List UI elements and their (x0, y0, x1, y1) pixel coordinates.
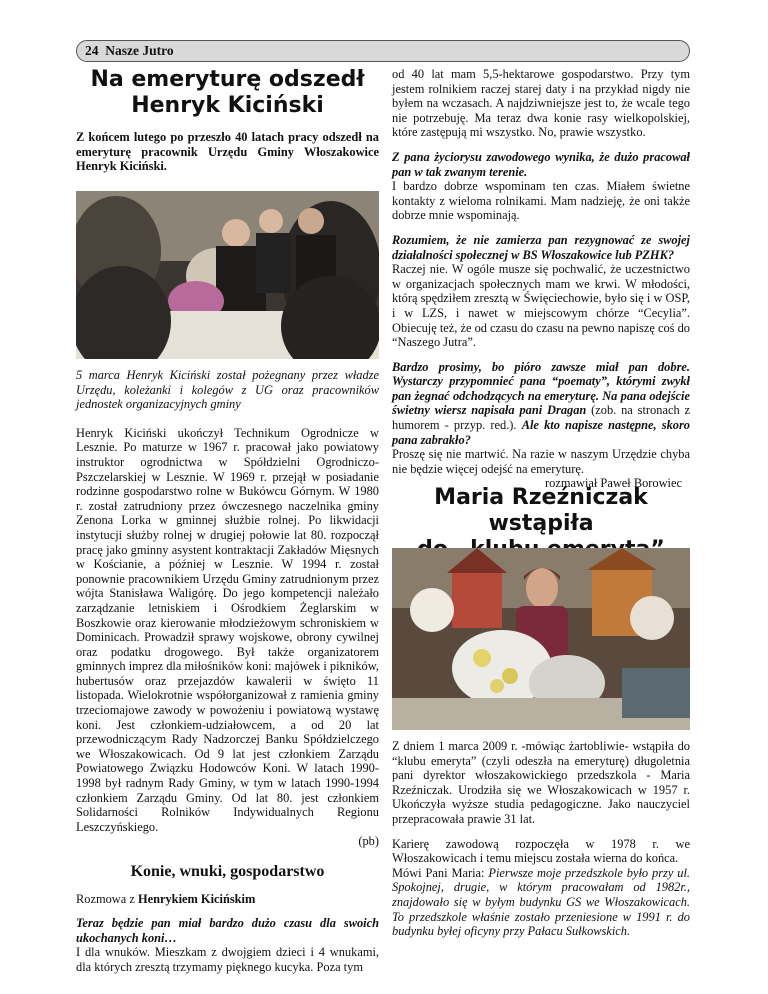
publication-name: Nasze Jutro (105, 43, 174, 58)
article2-paragraph-3 (392, 866, 690, 939)
interview-intro-prefix: Rozmowa z (76, 891, 135, 906)
interview-question-4 (392, 360, 690, 448)
interview-answer-3: Raczej nie. W ogóle musze się pochwalić, że uczestnictwo w organizacjach społecznych mam we krwi. W młodości, którą spędziłem zresztą w Święciechowie, było się i w OSP, i w LZS, i nawet w miejscowym chórze “Cecylia”. Obiecuję też, że od czasu do czasu na pewno napiszę coś do “Naszego Jutra”. (392, 262, 690, 350)
article-lead: Z końcem lutego po przeszło 40 latach pracy odszedł na emeryturę pracownik Urzędu Gminy Włoszakowice Henryk Kiciński. (76, 130, 379, 174)
article-body: Henryk Kiciński ukończył Technikum Ogrodnicze w Lesznie. Po maturze w 1967 r. pracował jako powiatowy instruktor ogrodnictwa w Spółdzielni Ogrodniczo-Pszczelarskiej w Lesznie. W 1969 r. przejął w posiadanie rodzinne gospodarstwo rolne w Bukówcu Górnym. W 1980 r. został zatrudniony przez ówczesnego naczelnika gminy Zenona Lorka w gminnej służbie rolnej. Po likwidacji instytucji służby rolnej w drugiej połowie lat 80. rozpoczął pracę jako gminny asystent kontraktacji Zakładów Mięsnych w Kościanie, a później w Lesznie. W 1994 r. został ponownie pracownikiem Urzędu Gminy zatrudnionym przez wójta Stanisława Waligórę. Do jego kompetencji należało zarządzanie letniskiem i Ośrodkiem Żeglarskim w Boszkowie oraz kierowanie młodzieżowym schroniskiem w Dominicach. Prowadził sprawy wojskowe, obrony cywilnej oraz podatku drogowego. Był także organizatorem gminnych imprez dla miłośników koni: majówek i pikników, hubertusów oraz przejazdów kawalerii w święto 11 listopada. Wielokrotnie współorganizował z ramienia gminy trzeciomajowe zawody w powożeniu i powiatową wystawę koni. Jest członkiem-udziałowcem, a od 20 lat przewodniczącym Rady Nadzorczej Banku Spółdzielczego we Włoszakowicach. Od 9 lat jest członkiem Zarządu Powiatowego Związku Hodowców Koni. W latach 1990-1998 był radnym Rady Gminy, w tym w latach 1990-1994 członkiem Zarządu Gminy. Od lat 80. jest członkiem Solidarności Rolników Indywidualnych Regionu Leszczyńskiego. (76, 425, 379, 834)
interview-intro-name: Henrykiem Kicińskim (137, 891, 256, 906)
interview-answer-1-continued: od 40 lat mam 5,5-hektarowe gospodarstwo. Przy tym jestem rolnikiem raczej starej daty i na przykład nigdy nie byłem na wczasach. A najdziwniejsze jest to, że wcale tego nie potrzebuję. Ma teraz dwa konie rasy wielkopolskiej, które zastępują mi wszystko. No, prawie wszystko. (392, 67, 690, 140)
interview-intro (76, 892, 379, 907)
article-maria-body (392, 739, 690, 939)
interview-question-1: Teraz będzie pan miał bardzo dużo czasu dla swoich ukochanych koni… (76, 916, 379, 945)
farewell-photo (76, 191, 379, 359)
maria-photo (392, 548, 690, 730)
article-title (76, 67, 379, 119)
farewell-photo-image (76, 191, 379, 359)
article2-quote: Pierwsze moje przedszkole było przy ul. Spokojnej, drugie, w którym pracowałam od 1982r., znajdowało się w byłym budynku GS we Włoszakowicach. To przedszkole właśnie zostało przeniesione w 1991 r. do budynku byłej oficyny przy Pałacu Sułkowskich. (392, 865, 690, 939)
page-number: 24 (85, 43, 99, 58)
article2-title-line-1: Maria Rzeźniczak wstąpiła (434, 485, 648, 536)
q4-part-2: (zob. na stronach z humorem - przyp. red.). (392, 403, 690, 433)
interview-signature: rozmawiał Paweł Borowiec (545, 476, 682, 491)
article2-paragraph-1: Z dniem 1 marca 2009 r. -mówiąc żartobliwie- wstąpiła do “klubu emeryta” (czyli odeszła na emeryturę) długoletnia pani dyrektor włoszakowickiego przedszkola - Maria Rzeźniczak. Urodziła się we Włoszakowicach w 1957 r. Ukończyła wyższe studia pedagogiczne. Jako nauczyciel przepracowała prawie 31 lat. (392, 739, 690, 826)
interview-question-3: Rozumiem, że nie zamierza pan rezygnować ze swojej działalności społecznej w BS Włoszakowice lub PZHK? (392, 232, 690, 262)
q4-part-1: Bardzo prosimy, bo pióro zawsze miał pan dobre. Wystarczy przypomnieć pana “poematy”, którymi zwykł pan żegnać odchodzących na emeryturę. Na pana odejście świetny wiersz napisała pani Dragan (392, 359, 690, 418)
title-line-2: Henryk Kiciński (131, 93, 324, 118)
article2-paragraph-2: Karierę zawodową rozpoczęła w 1978 r. we Włoszakowicach i temu miejscu została wierna do końca. (392, 836, 690, 866)
interview-answer-2: I bardzo dobrze wspominam ten czas. Miałem świetne kontakty z wieloma rolnikami. Mam nadzieję, że oni także dobrze mnie wspominają. (392, 179, 690, 223)
article-henryk-body (76, 368, 379, 975)
q4-part-3: Ale kto napisze następne, skoro pana zabrakło? (392, 418, 690, 447)
interview-title: Konie, wnuki, gospodarstwo (130, 863, 325, 880)
article2-quote-prefix: Mówi Pani Maria: (392, 865, 489, 880)
maria-photo-image (392, 548, 690, 730)
article-author: (pb) (358, 834, 379, 849)
interview-answer-1: I dla wnuków. Mieszkam z dwojgiem dzieci i 4 wnukami, dla których zresztą trzymamy pięknego kucyka. Poza tym (76, 945, 379, 974)
interview-question-2: Z pana życiorysu zawodowego wynika, że dużo pracował pan w tak zwanym terenie. (392, 149, 690, 179)
title-line-1: Na emeryturę odszedł (90, 67, 365, 92)
article-henryk (76, 67, 379, 174)
photo-caption: 5 marca Henryk Kiciński został pożegnany przez władze Urzędu, koleżanki i kolegów z UG oraz pracowników jednostek organizacyjnych gminy (76, 368, 379, 412)
page-header (76, 40, 690, 62)
interview-answer-4: Proszę się nie martwić. Na razie w naszym Urzędzie chyba nie będzie więcej odejść na emeryturę. (392, 447, 690, 476)
interview-continued (392, 67, 690, 491)
